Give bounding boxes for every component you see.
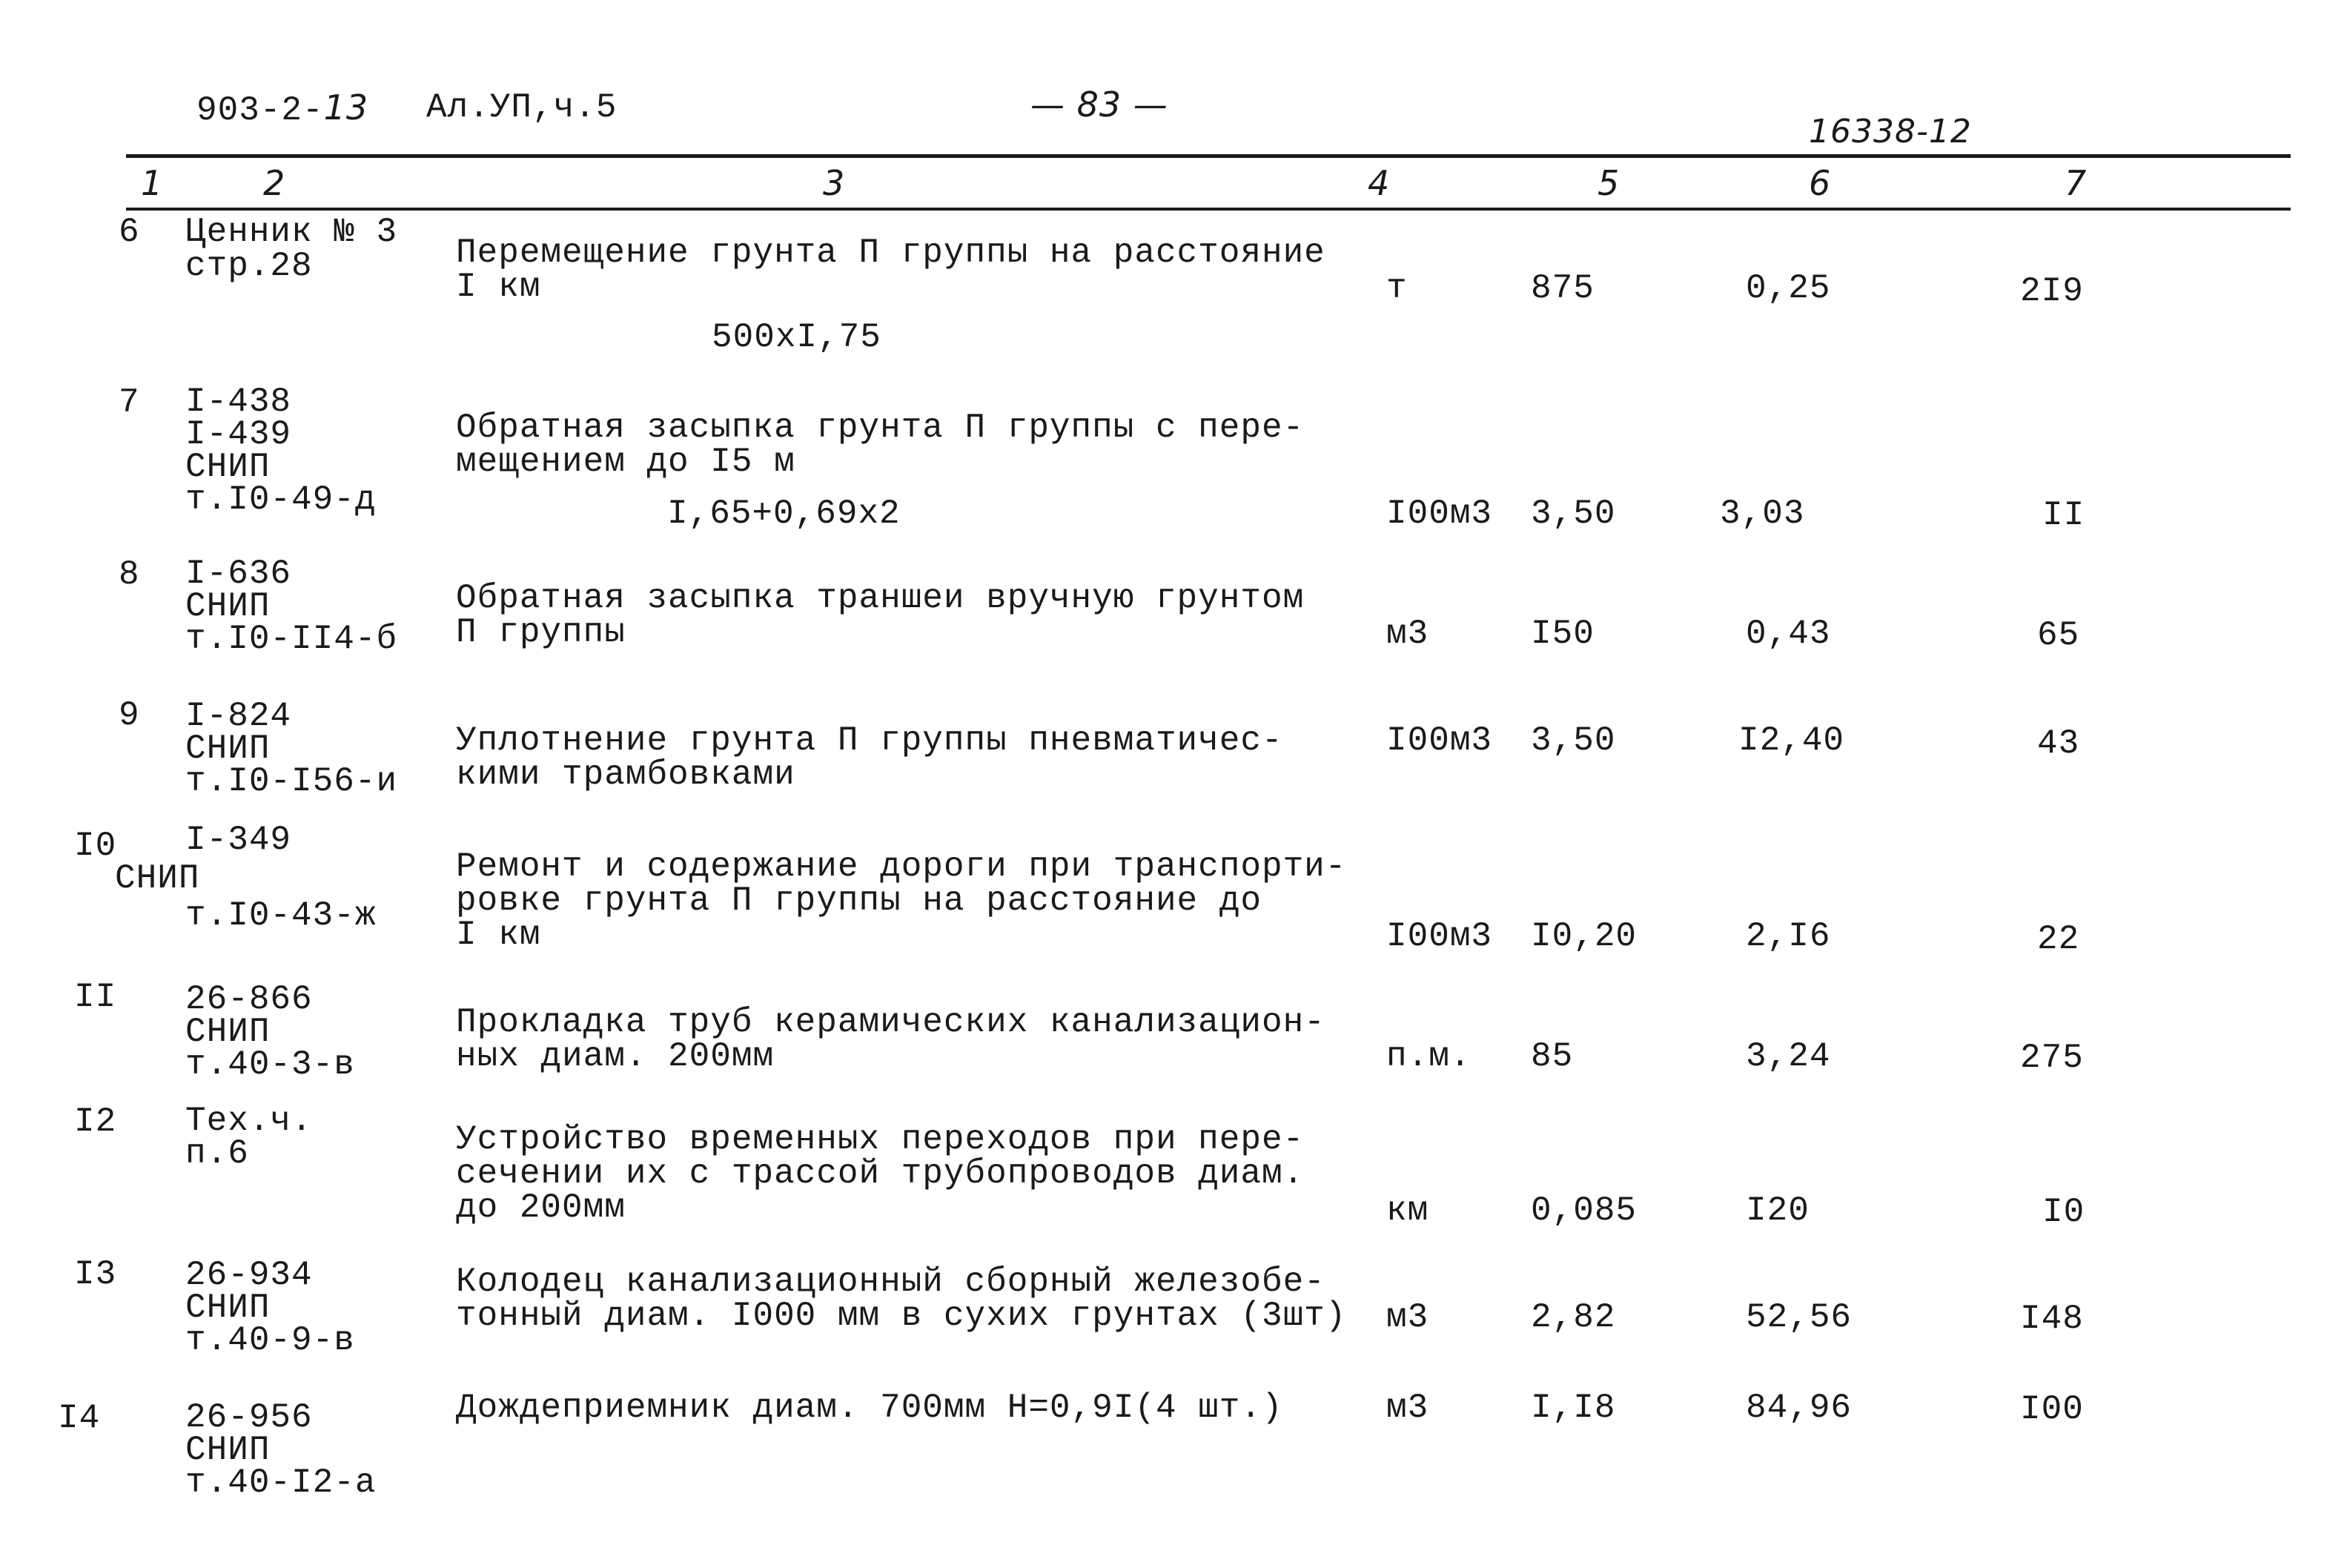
- row-total: I0: [2042, 1193, 2085, 1231]
- row-number: 6: [119, 213, 140, 251]
- row-reference: Ценник № 3 стр.28: [185, 213, 398, 285]
- row-description: Уплотнение грунта П группы пневматичес- кими трамбовками: [456, 721, 1283, 794]
- row-total: 2I9: [2020, 272, 2084, 311]
- page-number: — 83 —: [1030, 85, 1168, 125]
- row-quantity: I0,20: [1531, 917, 1638, 956]
- row-price: I20: [1746, 1191, 1810, 1230]
- row-reference: 26-934 СНИП т.40-9-в: [185, 1256, 355, 1360]
- row-description: Перемещение грунта П группы на расстояние I км: [456, 234, 1325, 306]
- sheet-number: 16338-12: [1809, 113, 1972, 150]
- row-reference: I-438 I-439 СНИП т.I0-49-д: [185, 383, 377, 519]
- row-unit: I00м3: [1386, 721, 1493, 760]
- row-total: 65: [2037, 616, 2080, 655]
- row-description: Прокладка труб керамических канализацион- ных диам. 200мм: [456, 1003, 1325, 1076]
- row-description: Обратная засыпка грунта П группы с пере- мещением до I5 м: [456, 408, 1305, 481]
- row-unit: км: [1386, 1191, 1429, 1230]
- doc-code: 903-2-13: [196, 87, 369, 130]
- row-description: Устройство временных переходов при пере- сечении их с трассой трубопроводов диам. до 200мм: [456, 1120, 1305, 1227]
- row-number: 9: [119, 696, 140, 735]
- row-reference-standard: СНИП: [115, 859, 200, 898]
- col-header-2: 2: [263, 163, 286, 203]
- col-header-3: 3: [823, 163, 846, 203]
- col-header-5: 5: [1598, 163, 1621, 203]
- row-quantity: 0,085: [1531, 1191, 1638, 1230]
- row-reference-table: т.I0-43-ж: [185, 896, 377, 935]
- col-header-1: 1: [141, 163, 164, 203]
- row-quantity: 3,50: [1531, 721, 1616, 760]
- row-description: Ремонт и содержание дороги при транспорти- ровке грунта П группы на расстояние до I км: [456, 847, 1347, 954]
- row-number: I2: [74, 1102, 117, 1141]
- col-header-7: 7: [2065, 163, 2088, 203]
- row-quantity: 2,82: [1531, 1298, 1616, 1337]
- row-quantity: 3,50: [1531, 494, 1616, 533]
- row-formula: I,65+0,69х2: [667, 494, 901, 533]
- row-price: 3,24: [1746, 1037, 1831, 1076]
- row-price: I2,40: [1738, 721, 1845, 760]
- row-price: 0,25: [1746, 269, 1831, 308]
- album-reference: Ал.УП,ч.5: [426, 88, 618, 127]
- header-bottom-rule: [126, 208, 2291, 211]
- row-price: 3,03: [1720, 494, 1805, 533]
- row-description: Обратная засыпка траншеи вручную грунтом П группы: [456, 579, 1305, 652]
- col-header-4: 4: [1368, 163, 1391, 203]
- row-reference: Тех.ч. п.6: [185, 1102, 313, 1173]
- row-total: I48: [2020, 1300, 2084, 1338]
- row-total: 43: [2037, 724, 2080, 763]
- row-reference: I-824 СНИП т.I0-I56-и: [185, 697, 398, 801]
- header-top-rule: [126, 154, 2291, 158]
- row-reference: 26-866 СНИП т.40-3-в: [185, 980, 355, 1084]
- row-unit: м3: [1386, 615, 1429, 653]
- row-total: 275: [2020, 1039, 2084, 1077]
- row-price: 84,96: [1746, 1389, 1853, 1427]
- row-unit: I00м3: [1386, 494, 1493, 533]
- row-unit: т: [1386, 269, 1408, 308]
- col-header-6: 6: [1809, 163, 1832, 203]
- row-quantity: I,I8: [1531, 1389, 1616, 1427]
- row-reference: I-636 СНИП т.I0-II4-б: [185, 555, 398, 658]
- row-quantity: 85: [1531, 1037, 1574, 1076]
- row-formula: 500хI,75: [712, 318, 881, 357]
- row-price: 52,56: [1746, 1298, 1853, 1337]
- row-number: I0: [74, 827, 117, 865]
- row-price: 0,43: [1746, 615, 1831, 653]
- row-unit: м3: [1386, 1389, 1429, 1427]
- row-quantity: I50: [1531, 615, 1595, 653]
- row-number: 8: [119, 555, 140, 594]
- row-description: Колодец канализационный сборный железобе- тонный диам. I000 мм в сухих грунтах (3шт): [456, 1263, 1347, 1335]
- row-number: 7: [119, 383, 140, 422]
- row-price: 2,I6: [1746, 917, 1831, 956]
- row-total: 22: [2037, 920, 2080, 959]
- row-reference-code: I-349: [185, 821, 292, 859]
- row-unit: п.м.: [1386, 1037, 1472, 1076]
- row-unit: м3: [1386, 1298, 1429, 1337]
- row-total: I00: [2020, 1390, 2084, 1429]
- doc-code-handwritten: 13: [323, 87, 369, 128]
- row-total: II: [2042, 496, 2085, 535]
- row-number: II: [74, 978, 117, 1016]
- row-reference: 26-956 СНИП т.40-I2-а: [185, 1398, 377, 1502]
- row-unit: I00м3: [1386, 917, 1493, 956]
- row-number: I3: [74, 1255, 117, 1294]
- row-number: I4: [58, 1399, 101, 1438]
- row-description: Дождеприемник диам. 700мм Н=0,9I(4 шт.): [456, 1389, 1283, 1427]
- row-quantity: 875: [1531, 269, 1595, 308]
